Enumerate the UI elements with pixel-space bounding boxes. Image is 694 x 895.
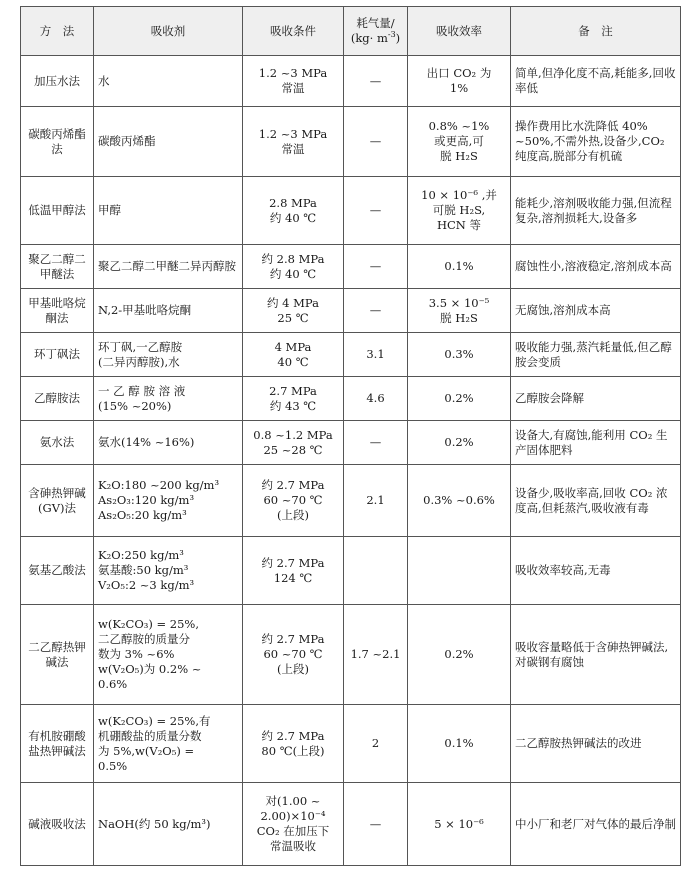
- cell-absorbent-text: K₂O:180 ~200 kg/m³ As₂O₃:120 kg/m³ As₂O₅:20 kg/m³: [98, 478, 220, 522]
- table-row: [21, 537, 681, 605]
- cell-condition: [243, 56, 344, 107]
- cell-note-text: 吸收能力强,蒸汽耗量低,但乙醇胺会变质: [515, 339, 672, 369]
- cell-gas-consumption-text: —: [369, 303, 382, 317]
- table-row: [21, 705, 681, 783]
- table-row: [21, 289, 681, 333]
- cell-method-text: 聚乙二醇二甲醚法: [28, 251, 86, 281]
- cell-method-text: 氨基乙酸法: [28, 563, 86, 577]
- cell-efficiency-text: 10 × 10⁻⁶ ,并 可脱 H₂S, HCN 等: [421, 188, 497, 232]
- cell-gas-consumption-text: —: [369, 134, 382, 148]
- cell-method: [21, 333, 94, 377]
- cell-condition-text: 约 4 MPa 25 ℃: [267, 295, 319, 325]
- cell-gas-consumption-text: 2: [371, 736, 380, 750]
- cell-efficiency-text: 0.8% ~1% 或更高,可 脱 H₂S: [428, 119, 490, 163]
- cell-absorbent: [94, 377, 243, 421]
- cell-note-text: 能耗少,溶剂吸收能力强,但流程复杂,溶剂损耗大,设备多: [515, 195, 672, 225]
- cell-absorbent-text: w(K₂CO₃) = 25%,有 机硼酸盐的质量分数 为 5%,w(V₂O₅) = 0.5%: [98, 713, 211, 773]
- cell-efficiency: [408, 605, 511, 705]
- cell-efficiency-text: 0.1%: [444, 736, 474, 750]
- cell-absorbent: [94, 783, 243, 866]
- cell-condition: [243, 377, 344, 421]
- cell-condition: [243, 783, 344, 866]
- cell-condition-text: 1.2 ~3 MPa 常温: [258, 126, 328, 156]
- table-row: [21, 783, 681, 866]
- header-gas-line1: 耗气量/: [356, 16, 395, 30]
- cell-absorbent: [94, 56, 243, 107]
- header-note: 备 注: [511, 7, 681, 56]
- cell-gas-consumption: [344, 333, 408, 377]
- cell-condition-text: 4 MPa 40 ℃: [274, 339, 312, 369]
- cell-method-text: 二乙醇热钾碱法: [28, 639, 86, 669]
- cell-efficiency-text: 5 × 10⁻⁶: [434, 816, 484, 831]
- header-gas-consumption: [344, 7, 408, 56]
- header-efficiency: 吸收效率: [408, 7, 511, 56]
- cell-efficiency: [408, 245, 511, 289]
- cell-efficiency-text: 0.2%: [444, 647, 474, 661]
- cell-method-text: 乙醇胺法: [34, 391, 80, 405]
- cell-method-text: 低温甲醇法: [28, 203, 86, 217]
- cell-condition-text: 对(1.00 ~ 2.00)×10⁻⁴ CO₂ 在加压下 常温吸收: [256, 794, 330, 853]
- cell-condition-text: 0.8 ~1.2 MPa 25 ~28 ℃: [253, 427, 333, 457]
- table-row: [21, 107, 681, 177]
- cell-note-text: 设备大,有腐蚀,能利用 CO₂ 生产固体肥料: [515, 427, 668, 457]
- cell-note-text: 二乙醇胺热钾碱法的改进: [515, 736, 642, 750]
- cell-condition: [243, 107, 344, 177]
- cell-method: [21, 783, 94, 866]
- cell-condition-text: 2.8 MPa 约 40 ℃: [269, 195, 317, 225]
- cell-note: [511, 537, 681, 605]
- cell-condition-text: 2.7 MPa 约 43 ℃: [269, 383, 317, 413]
- cell-condition-text: 约 2.7 MPa 124 ℃: [261, 555, 325, 585]
- cell-condition: [243, 465, 344, 537]
- cell-absorbent-text: 碳酸丙烯酯: [98, 134, 156, 148]
- cell-absorbent: [94, 289, 243, 333]
- cell-condition: [243, 333, 344, 377]
- cell-gas-consumption-text: —: [369, 203, 382, 217]
- cell-method: [21, 605, 94, 705]
- cell-note-text: 操作费用比水洗降低 40% ~50%,不需外热,设备少,CO₂ 纯度高,脱部分有机硫: [515, 119, 665, 163]
- cell-gas-consumption-text: 2.1: [366, 493, 385, 507]
- cell-gas-consumption-text: —: [369, 435, 382, 449]
- cell-method: [21, 705, 94, 783]
- table-row: [21, 421, 681, 465]
- cell-absorbent-text: K₂O:250 kg/m³ 氨基酸:50 kg/m³ V₂O₅:2 ~3 kg/m³: [98, 548, 195, 592]
- header-absorbent: 吸收剂: [94, 7, 243, 56]
- cell-method-text: 碳酸丙烯酯法: [28, 126, 86, 156]
- cell-method: [21, 245, 94, 289]
- cell-gas-consumption: [344, 465, 408, 537]
- cell-absorbent: [94, 245, 243, 289]
- cell-gas-consumption-text: 1.7 ~2.1: [350, 647, 401, 661]
- cell-method: [21, 421, 94, 465]
- cell-gas-consumption: [344, 107, 408, 177]
- cell-gas-consumption: [344, 177, 408, 245]
- cell-efficiency: [408, 56, 511, 107]
- header-gas-exponent: -3: [387, 30, 396, 40]
- cell-efficiency: [408, 177, 511, 245]
- cell-gas-consumption-text: —: [369, 73, 382, 88]
- cell-absorbent-text: w(K₂CO₃) = 25%, 二乙醇胺的质量分 数为 3% ~6% w(V₂O₅)为 0.2% ~ 0.6%: [98, 617, 202, 691]
- cell-condition-text: 约 2.7 MPa 60 ~70 ℃ (上段): [261, 478, 325, 522]
- cell-note: [511, 289, 681, 333]
- cell-absorbent-text: N,2-甲基吡咯烷酮: [98, 303, 192, 317]
- table-row: [21, 177, 681, 245]
- absorption-methods-table: [20, 6, 681, 866]
- cell-efficiency-text: 3.5 × 10⁻⁵ 脱 H₂S: [428, 295, 490, 325]
- cell-absorbent-text: NaOH(约 50 kg/m³): [98, 816, 211, 831]
- cell-method: [21, 107, 94, 177]
- cell-efficiency: [408, 465, 511, 537]
- cell-method-text: 碱液吸收法: [28, 816, 86, 831]
- cell-absorbent: [94, 421, 243, 465]
- cell-method: [21, 289, 94, 333]
- table-header-row: [21, 7, 681, 56]
- cell-note: [511, 465, 681, 537]
- cell-note-text: 腐蚀性小,溶液稳定,溶剂成本高: [515, 259, 672, 273]
- cell-note-text: 吸收效率较高,无毒: [515, 563, 611, 577]
- cell-absorbent-text: 环丁砜,一乙醇胺 (二异丙醇胺),水: [98, 339, 183, 369]
- cell-efficiency: [408, 289, 511, 333]
- cell-gas-consumption-text: 4.6: [366, 391, 385, 405]
- cell-absorbent: [94, 177, 243, 245]
- header-condition: 吸收条件: [243, 7, 344, 56]
- cell-gas-consumption: [344, 605, 408, 705]
- cell-note-text: 中小厂和老厂对气体的最后净制: [515, 816, 676, 831]
- cell-note: [511, 783, 681, 866]
- cell-gas-consumption: [344, 421, 408, 465]
- cell-efficiency-text: 0.3% ~0.6%: [423, 493, 495, 507]
- cell-efficiency-text: 0.1%: [444, 259, 474, 273]
- header-gas-line2: (kg· m: [350, 31, 388, 45]
- table-row: [21, 333, 681, 377]
- cell-gas-consumption-text: 3.1: [366, 347, 385, 361]
- cell-gas-consumption: [344, 537, 408, 605]
- cell-efficiency: [408, 377, 511, 421]
- cell-method: [21, 56, 94, 107]
- cell-note-text: 设备少,吸收率高,回收 CO₂ 浓度高,但耗蒸汽,吸收液有毒: [515, 485, 668, 515]
- cell-condition-text: 约 2.7 MPa 80 ℃(上段): [261, 728, 325, 758]
- cell-efficiency-text: 0.3%: [444, 347, 474, 361]
- cell-gas-consumption-text: —: [369, 816, 382, 831]
- cell-condition-text: 1.2 ~3 MPa 常温: [258, 66, 328, 95]
- cell-note: [511, 56, 681, 107]
- cell-condition: [243, 177, 344, 245]
- cell-efficiency: [408, 421, 511, 465]
- cell-method-text: 有机胺硼酸盐热钾碱法: [28, 728, 86, 758]
- cell-method: [21, 465, 94, 537]
- cell-method-text: 氨水法: [39, 435, 75, 449]
- cell-efficiency-text: 出口 CO₂ 为 1%: [426, 66, 492, 95]
- cell-gas-consumption: [344, 289, 408, 333]
- cell-condition: [243, 289, 344, 333]
- cell-efficiency-text: 0.2%: [444, 391, 474, 405]
- cell-absorbent-text: 甲醇: [98, 203, 121, 217]
- cell-absorbent-text: 水: [98, 73, 110, 88]
- cell-method: [21, 177, 94, 245]
- table-row: [21, 465, 681, 537]
- cell-efficiency: [408, 705, 511, 783]
- cell-efficiency: [408, 107, 511, 177]
- cell-condition: [243, 421, 344, 465]
- cell-gas-consumption: [344, 705, 408, 783]
- cell-note-text: 无腐蚀,溶剂成本高: [515, 303, 611, 317]
- cell-condition-text: 约 2.8 MPa 约 40 ℃: [261, 251, 325, 281]
- cell-absorbent-text: 一 乙 醇 胺 溶 液 (15% ~20%): [98, 383, 186, 413]
- cell-gas-consumption-text: —: [369, 259, 382, 273]
- cell-efficiency: [408, 537, 511, 605]
- cell-absorbent: [94, 333, 243, 377]
- cell-note: [511, 377, 681, 421]
- table-row: [21, 605, 681, 705]
- cell-note: [511, 107, 681, 177]
- cell-efficiency: [408, 783, 511, 866]
- cell-gas-consumption: [344, 56, 408, 107]
- cell-efficiency: [408, 333, 511, 377]
- cell-absorbent: [94, 537, 243, 605]
- table-row: [21, 56, 681, 107]
- cell-method-text: 环丁砜法: [34, 347, 80, 361]
- cell-note: [511, 177, 681, 245]
- cell-efficiency-text: 0.2%: [444, 435, 474, 449]
- cell-note-text: 乙醇胺会降解: [515, 391, 584, 405]
- cell-absorbent: [94, 107, 243, 177]
- cell-note-text: 吸收容量略低于含砷热钾碱法,对碳钢有腐蚀: [515, 639, 669, 669]
- cell-condition: [243, 537, 344, 605]
- cell-note: [511, 421, 681, 465]
- header-method: 方 法: [21, 7, 94, 56]
- cell-condition: [243, 245, 344, 289]
- cell-note: [511, 333, 681, 377]
- cell-condition-text: 约 2.7 MPa 60 ~70 ℃ (上段): [261, 632, 325, 676]
- cell-gas-consumption: [344, 783, 408, 866]
- cell-method: [21, 377, 94, 421]
- cell-absorbent: [94, 605, 243, 705]
- table-row: [21, 377, 681, 421]
- cell-note: [511, 605, 681, 705]
- cell-gas-consumption: [344, 377, 408, 421]
- cell-condition: [243, 605, 344, 705]
- cell-note-text: 简单,但净化度不高,耗能多,回收率低: [515, 66, 676, 95]
- cell-method-text: 甲基吡咯烷酮法: [28, 295, 86, 325]
- cell-absorbent-text: 聚乙二醇二甲醚二异丙醇胺: [98, 259, 236, 273]
- cell-absorbent: [94, 705, 243, 783]
- header-gas-line2-end: ): [395, 31, 401, 45]
- cell-absorbent: [94, 465, 243, 537]
- cell-method-text: 含砷热钾碱(GV)法: [28, 485, 86, 515]
- cell-gas-consumption: [344, 245, 408, 289]
- cell-absorbent-text: 氨水(14% ~16%): [98, 435, 195, 449]
- cell-condition: [243, 705, 344, 783]
- cell-note: [511, 705, 681, 783]
- cell-method-text: 加压水法: [34, 73, 80, 88]
- table-row: [21, 245, 681, 289]
- cell-method: [21, 537, 94, 605]
- cell-note: [511, 245, 681, 289]
